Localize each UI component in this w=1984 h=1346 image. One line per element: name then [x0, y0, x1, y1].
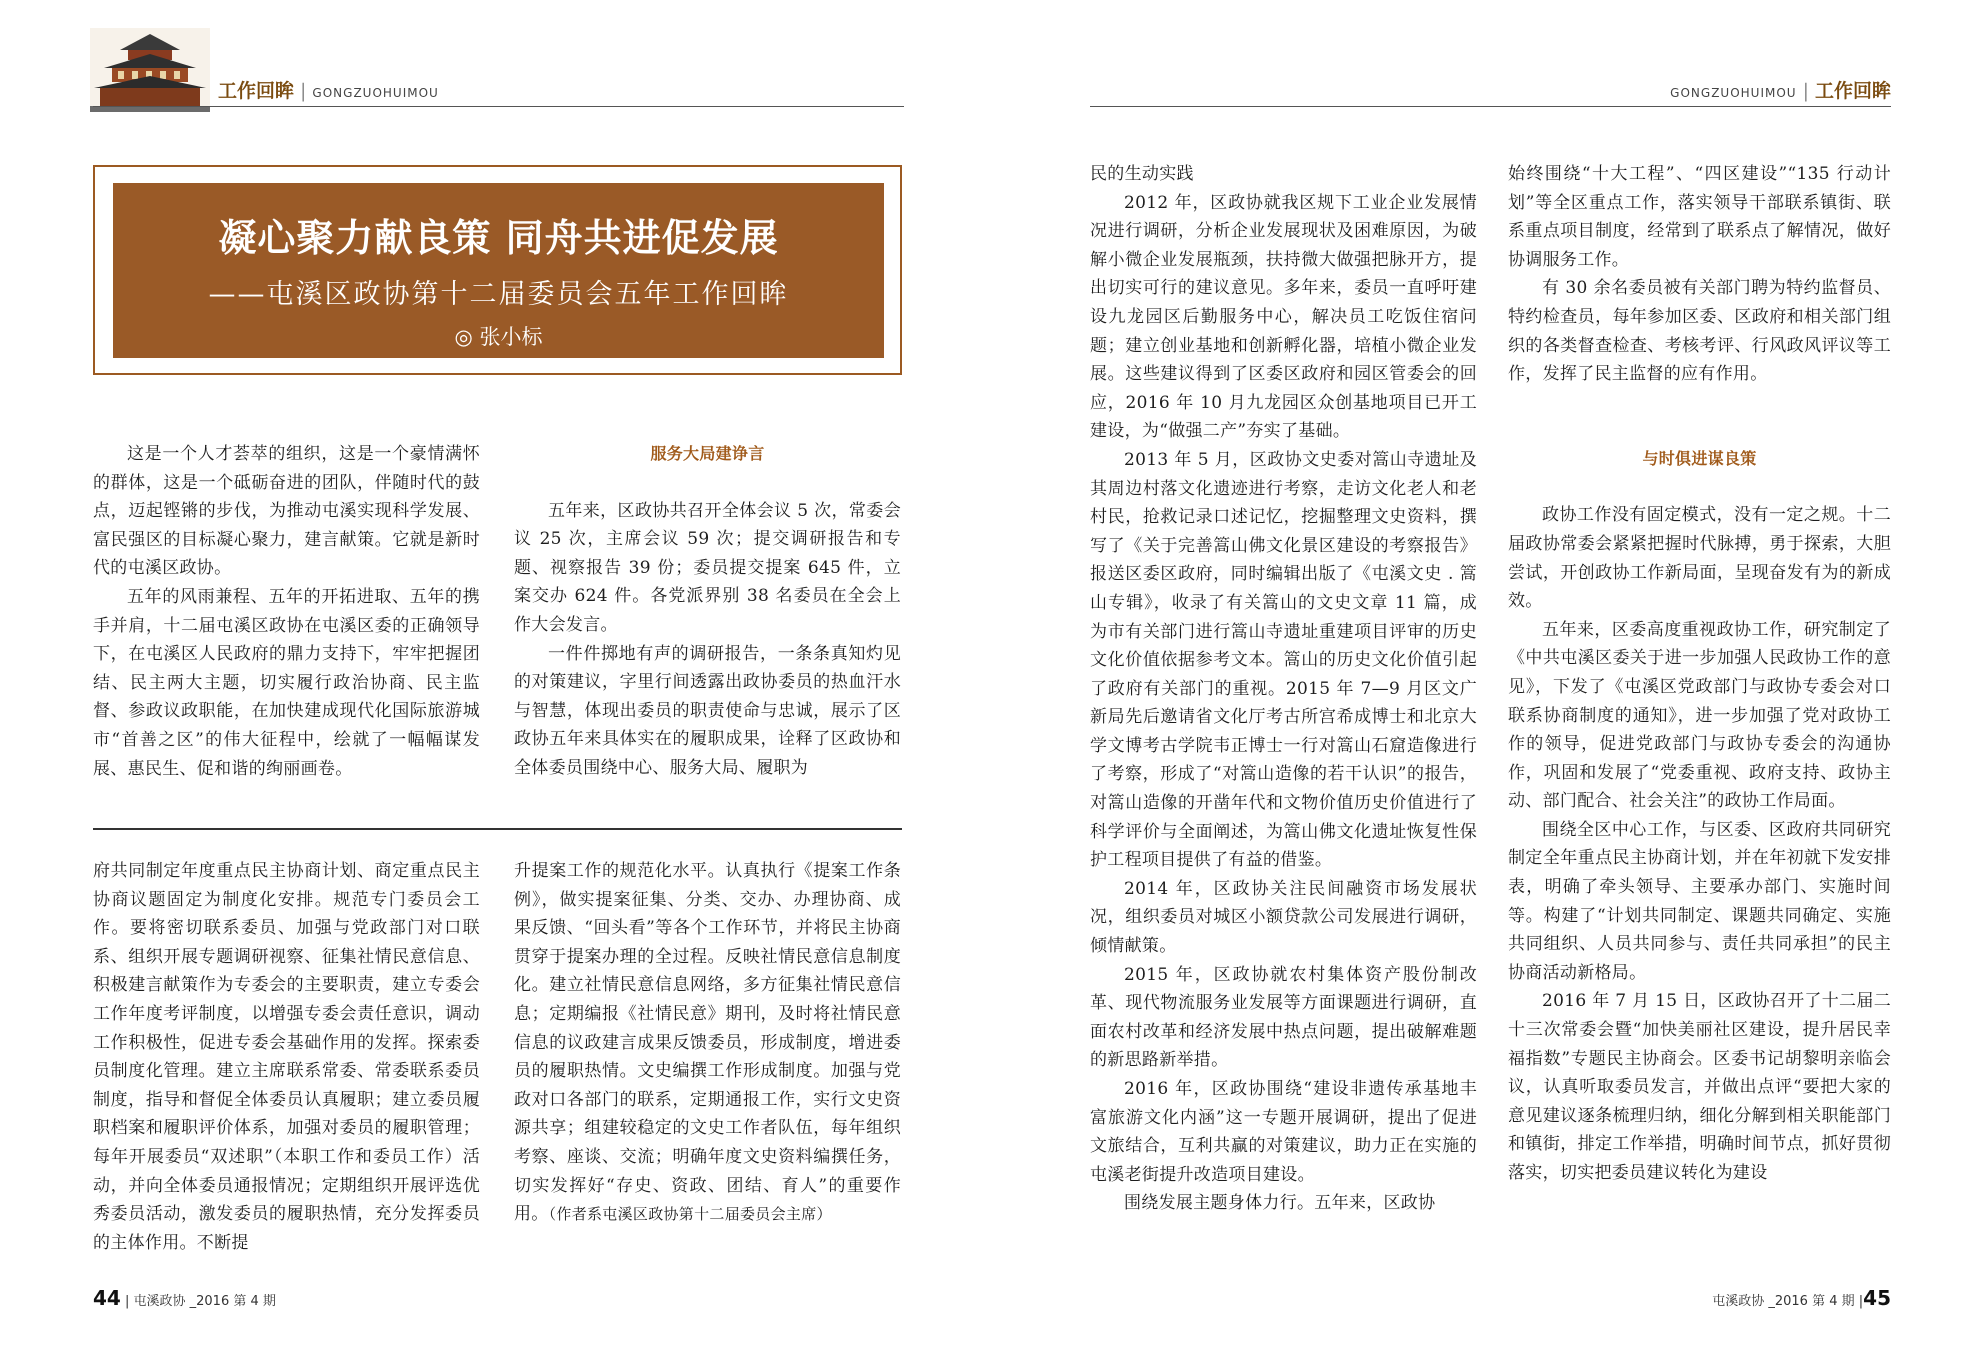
article-author: ◎ 张小标: [454, 325, 543, 349]
header-separator: |: [300, 80, 307, 102]
author-note: （作者系屯溪区政协第十二届委员会主席）: [548, 1205, 832, 1224]
column-4: [514, 857, 901, 1229]
column-2: [514, 440, 901, 783]
section-heading: 服务大局建诤言: [650, 444, 765, 463]
paragraph: 2015 年，区政协就农村集体资产股份制改革、现代物流服务业发展等方面课题进行调研，直面农村改革和经济发展中热点问题，提出破解难题的新思路新举措。: [1090, 964, 1477, 1071]
paragraph: 民的生动实践: [1090, 164, 1194, 184]
paragraph: 政协工作没有固定模式，没有一定之规。十二届政协常委会紧紧把握时代脉搏，勇于探索，大胆尝试，开创政协工作新局面，呈现奋发有为的新成效。: [1508, 505, 1891, 612]
paragraph: 这是一个人才荟萃的组织，这是一个豪情满怀的群体，这是一个砥砺奋进的团队，伴随时代的鼓点，迈起铿锵的步伐，为推动屯溪实现科学发展、富民强区的目标凝心聚力，建言献策。它就是新时代的屯溪区政协。: [93, 444, 480, 579]
header-rule-left: [93, 106, 904, 107]
header-left-section: [218, 76, 439, 103]
header-section-pinyin: GONGZUOHUIMOU: [1670, 86, 1797, 100]
column-5: [1090, 160, 1477, 1218]
paragraph: 有 30 余名委员被有关部门聘为特约监督员、特约检查员，每年参加区委、区政府和相关部门组织的各类督查检查、考核考评、行风政风评议等工作，发挥了民主监督的应有作用。: [1508, 278, 1891, 385]
paragraph: 2012 年，区政协就我区规下工业企业发展情况进行调研，分析企业发展现状及困难原因，为破解小微企业发展瓶颈，扶持微大做强把脉开方，提出切实可行的建议意见。多年来，委员一直呼吁建设九龙园区后勤服务中心，解决员工吃饭住宿问题；建立创业基地和创新孵化器，培植小微企业发展。这些建议得到了区委区政府和园区管委会的回应，2016 年 10 月九龙园区众创基地项目已开工建设，为“做强二产”夯实了基础。: [1090, 192, 1477, 442]
magazine-issue-right: 屯溪政协 _2016 第 4 期: [1712, 1294, 1855, 1309]
paragraph: 五年的风雨兼程、五年的开拓进取、五年的携手并肩，十二届屯溪区政协在屯溪区委的正确领导下，在屯溪区人民政府的鼎力支持下，牢牢把握团结、民主两大主题，切实履行政治协商、民主监督、参政议政职能，在加快建成现代化国际旅游城市“首善之区”的伟大征程中，绘就了一幅幅谋发展、惠民生、促和谐的绚丽画卷。: [93, 586, 480, 779]
page-number-right: 45: [1863, 1286, 1891, 1310]
column-6: [1508, 160, 1891, 1188]
paragraph-text: 升提案工作的规范化水平。认真执行《提案工作条例》，做实提案征集、分类、交办、办理协商、成果反馈、“回头看”等各个工作环节，并将民主协商贯穿于提案办理的全过程。反映社情民意信息制度化。建立社情民意信息网络，多方征集社情民意信息；定期编报《社情民意》期刊，及时将社情民意信息的议政建言成果反馈委员，形成制度，增进委员的履职热情。文史编撰工作形成制度。加强与党政对口各部门的联系，定期通报工作，实行文史资源共享；组建较稳定的文史工作者队伍，每年组织考察、座谈、交流；明确年度文史资料编撰任务，切实发挥好“存史、资政、团结、育人”的重要作用。: [514, 861, 901, 1225]
column-3: [93, 857, 480, 1257]
header-rule-right: [1090, 106, 1891, 107]
paragraph: 五年来，区委高度重视政协工作，研究制定了《中共屯溪区委关于进一步加强人民政协工作的意见》，下发了《屯溪区党政部门与政协专委会对口联系协商制度的通知》，进一步加强了党对政协工作的领导，促进党政部门与政协专委会的沟通协作，巩固和发展了“党委重视、政府支持、政协主动、部门配合、社会关注”的政协工作局面。: [1508, 619, 1891, 812]
header-section-pinyin: GONGZUOHUIMOU: [312, 86, 439, 100]
page-number-left: 44: [93, 1286, 121, 1310]
paragraph: 一件件掷地有声的调研报告，一条条真知灼见的对策建议，字里行间透露出政协委员的热血汗水与智慧，体现出委员的职责使命与忠诚，展示了区政协五年来具体实在的履职成果，诠释了区政协和全体委员围绕中心、服务大局、履职为: [514, 643, 901, 778]
header-section-title: 工作回眸: [218, 80, 295, 102]
paragraph: [514, 857, 901, 1229]
column-1: [93, 440, 480, 783]
footer-right: [1712, 1286, 1891, 1310]
header-right-section: [1670, 76, 1891, 103]
paragraph: 五年来，区政协共召开全体会议 5 次，常委会议 25 次，主席会议 59 次；提交调研报告和专题、视察报告 39 份；委员提交提案 645 件，立案交办 624 件。各党派界别 38 名委员在全会上作大会发言。: [514, 500, 901, 635]
section-heading: 与时俱进谋良策: [1642, 448, 1757, 468]
footer-separator: |: [1858, 1294, 1864, 1309]
paragraph: 围绕发展主题身体力行。五年来，区政协: [1124, 1193, 1436, 1214]
footer-separator: |: [124, 1294, 134, 1309]
paragraph: 2016 年，区政协围绕“建设非遗传承基地丰富旅游文化内涵”这一专题开展调研，提出了促进文旅结合，互利共赢的对策建议，助力正在实施的屯溪老街提升改造项目建设。: [1090, 1079, 1477, 1185]
column-divider-line: [93, 828, 902, 830]
paragraph: 2013 年 5 月，区政协文史委对篙山寺遗址及其周边村落文化遗迹进行考察，走访文化老人和老村民，抢救记录口述记忆，挖掘整理文史资料，撰写了《关于完善篙山佛文化景区建设的考察报告》报送区委区政府，同时编辑出版了《屯溪文史 . 篙山专辑》，收录了有关篙山的文史文章 11 篇，成为市有关部门进行篙山寺遗址重建项目评审的历史文化价值依据参考文本。篙山的历史文化价值引起了政府有关部门的重视。2015 年 7—9 月区文广新局先后邀请省文化厅考古所宫希成博士和北京大学文博考古学院韦正博士一行对篙山石窟造像进行了考察，形成了“对篙山造像的若干认识”的报告，对篙山造像的开凿年代和文物价值历史价值进行了科学评价与全面阐述，为篙山佛文化遗址恢复性保护工程项目提供了有益的借鉴。: [1090, 449, 1477, 871]
paragraph: 2016 年 7 月 15 日，区政协召开了十二届二十三次常委会暨“加快美丽社区建设，提升居民幸福指数”专题民主协商会。区委书记胡黎明亲临会议，认真听取委员发言，并做出点评“要把大家的意见建议逐条梳理归纳，细化分解到相关职能部门和镇街，排定工作举措，明确时间节点，抓好贯彻落实，切实把委员建议转化为建设: [1508, 991, 1891, 1183]
magazine-issue-left: 屯溪政协 _2016 第 4 期: [133, 1294, 276, 1309]
title-box: [113, 183, 884, 358]
header-section-title: 工作回眸: [1814, 80, 1891, 102]
article-subtitle: ——屯溪区政协第十二届委员会五年工作回眸: [208, 279, 789, 310]
paragraph: 围绕全区中心工作，与区委、区政府共同研究制定全年重点民主协商计划，并在年初就下发安排表，明确了牵头领导、主要承办部门、实施时间等。构建了“计划共同制定、课题共同确定、实施共同组织、人员共同参与、责任共同承担”的民主协商活动新格局。: [1508, 819, 1891, 983]
header-separator: |: [1802, 80, 1809, 102]
pavilion-logo-image: [90, 28, 210, 112]
article-title: 凝心聚力献良策 同舟共进促发展: [218, 216, 779, 260]
paragraph: 始终围绕“十大工程”、“四区建设”“135 行动计划”等全区重点工作，落实领导干部联系镇街、联系重点项目制度，经常到了联系点了解情况，做好协调服务工作。: [1508, 164, 1891, 270]
paragraph: 府共同制定年度重点民主协商计划、商定重点民主协商议题固定为制度化安排。规范专门委员会工作。要将密切联系委员、加强与党政部门对口联系、组织开展专题调研视察、征集社情民意信息、积极建言献策作为专委会的主要职责，建立专委会工作年度考评制度，以增强专委会责任意识，调动工作积极性，促进专委会基础作用的发挥。探索委员制度化管理。建立主席联系常委、常委联系委员制度，指导和督促全体委员认真履职；建立委员履职档案和履职评价体系，加强对委员的履职管理；每年开展委员“双述职”（本职工作和委员工作）活动，并向全体委员通报情况；定期组织开展评选优秀委员活动，激发委员的履职热情，充分发挥委员的主体作用。不断提: [93, 861, 480, 1253]
paragraph: 2014 年，区政协关注民间融资市场发展状况，组织委员对城区小额贷款公司发展进行调研，倾情献策。: [1090, 878, 1477, 957]
footer-left: [93, 1286, 276, 1310]
